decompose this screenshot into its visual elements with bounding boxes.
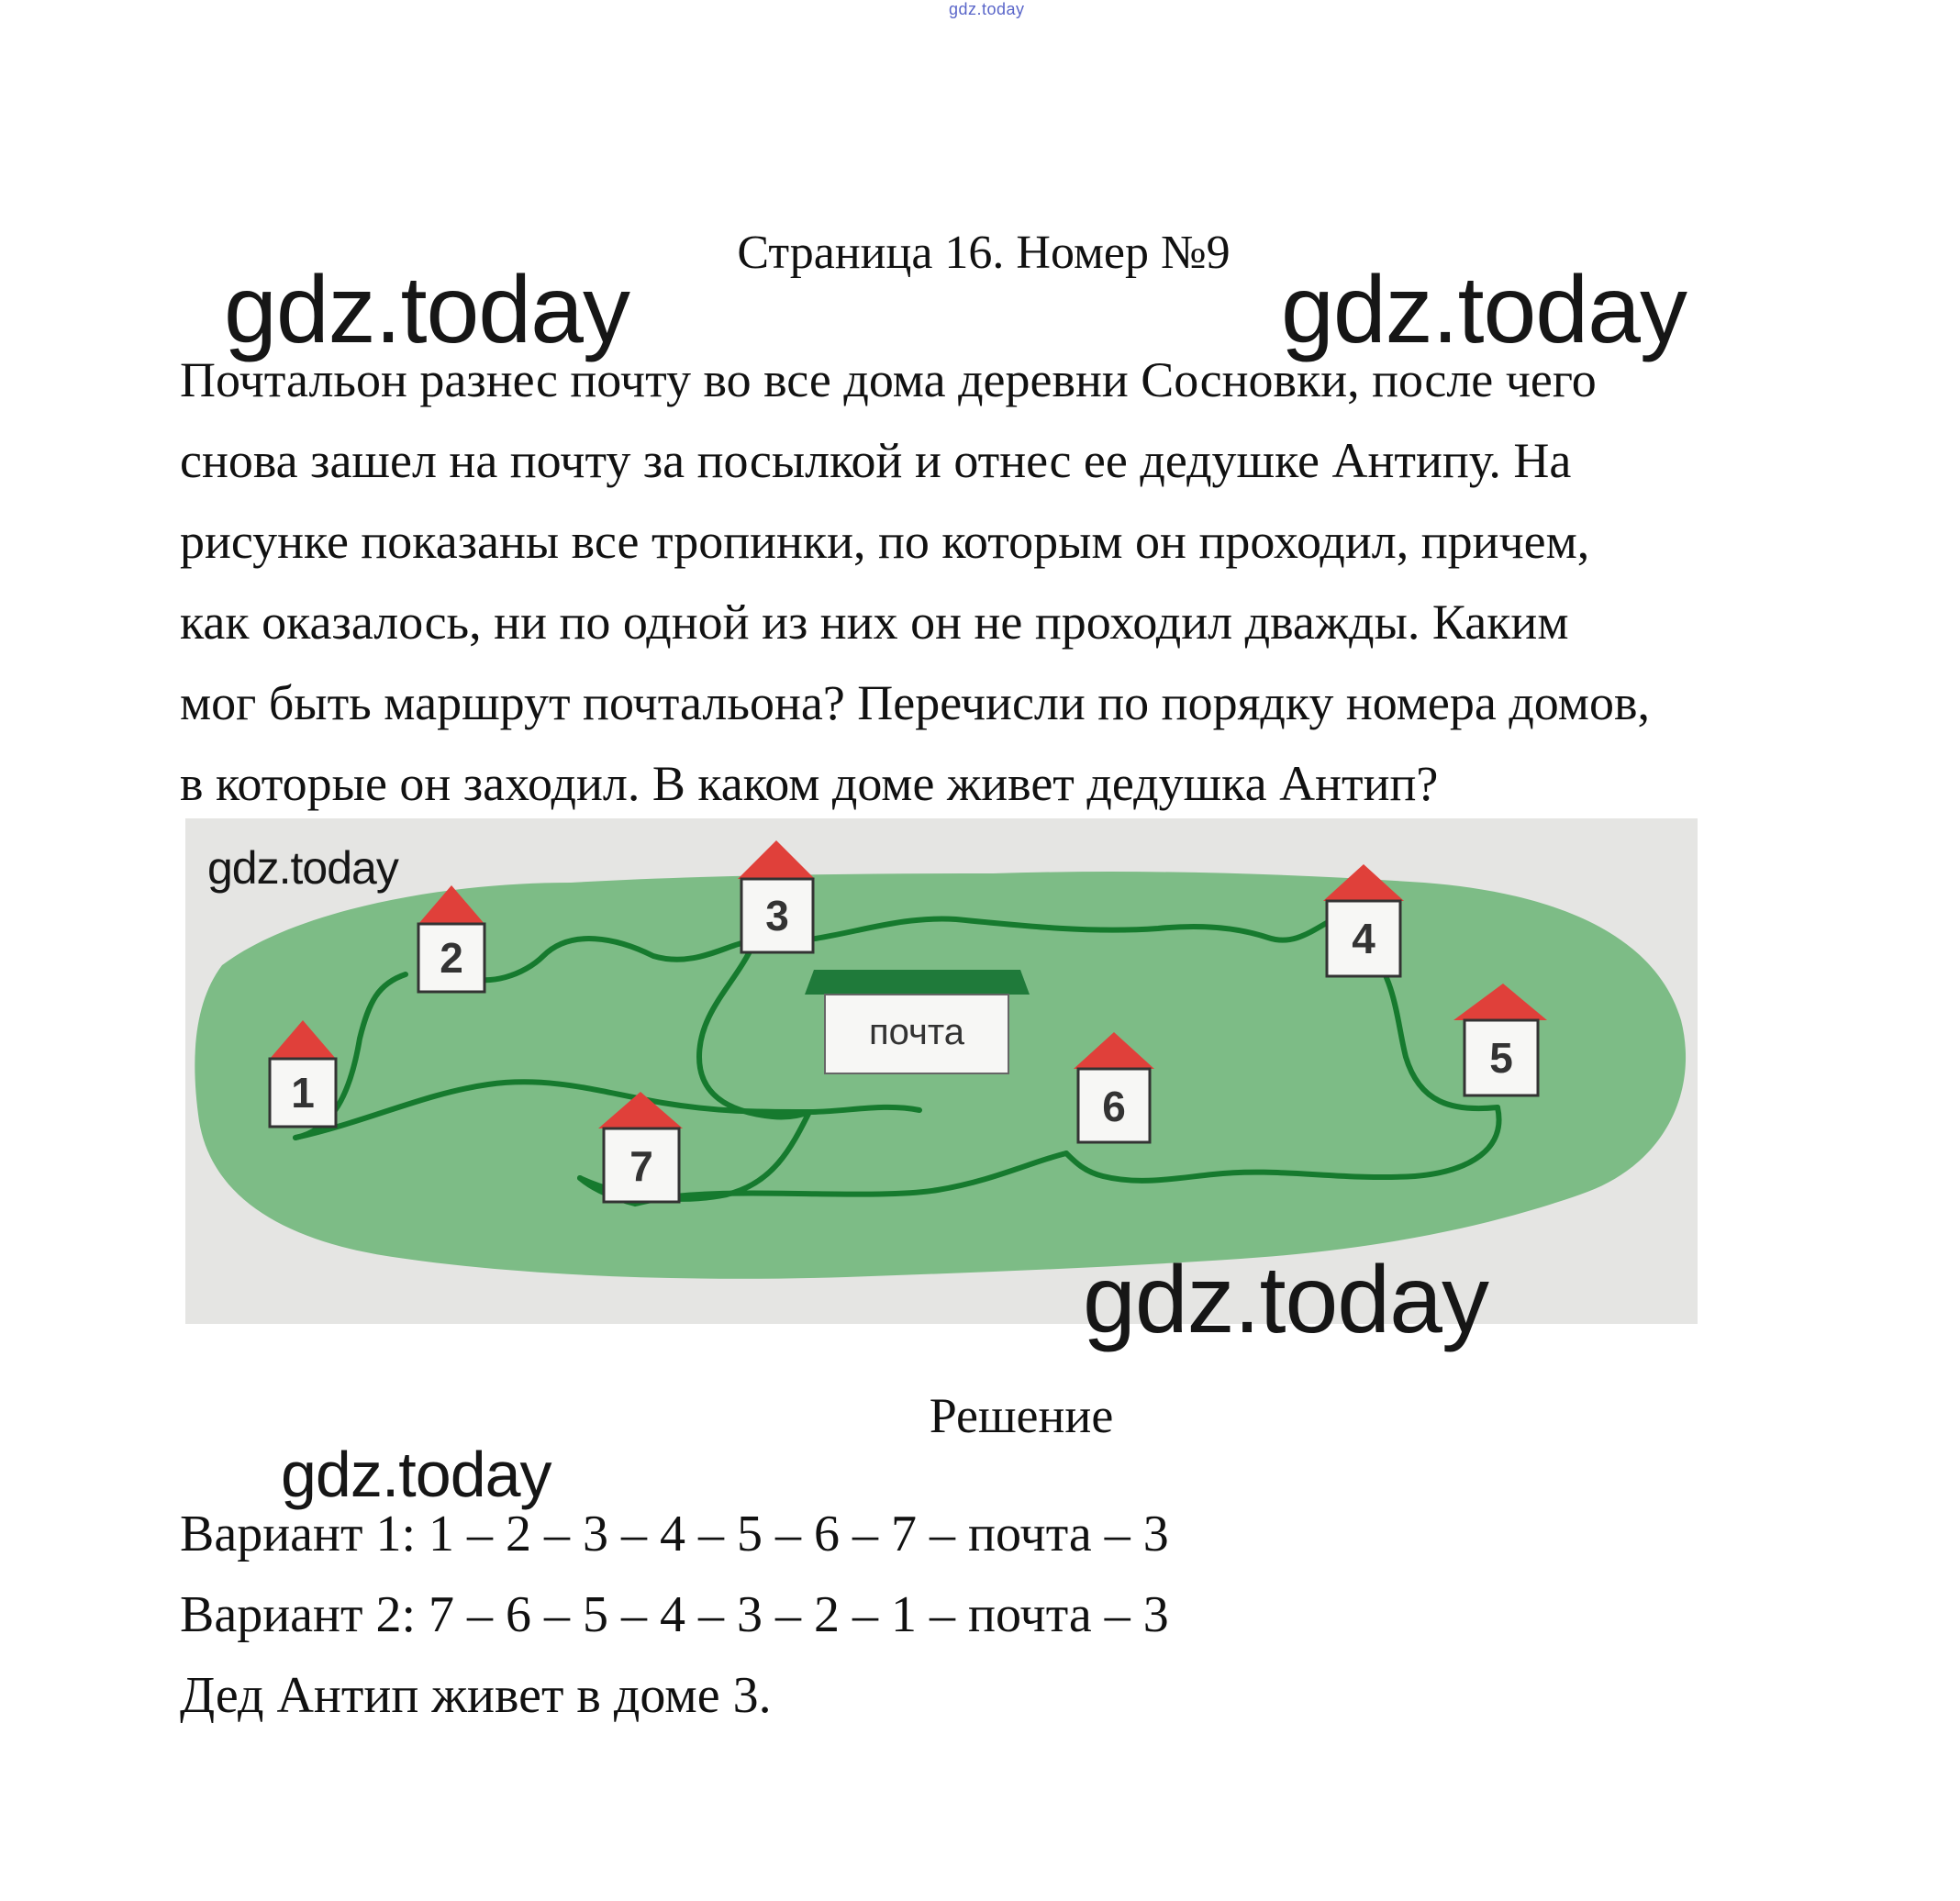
watermark: gdz.today [207, 842, 398, 894]
house-number: 3 [765, 892, 789, 939]
house-number: 2 [440, 934, 463, 982]
problem-line: рисунке показаны все тропинки, по которым он проходил, причем, [180, 514, 1590, 569]
house-number: 4 [1352, 915, 1375, 962]
answer-variant-1: Вариант 1: 1 – 2 – 3 – 4 – 5 – 6 – 7 – почта – 3 [180, 1506, 1169, 1562]
house-number: 5 [1489, 1034, 1513, 1082]
problem-line: как оказалось, ни по одной из них он не проходил дважды. Каким [180, 595, 1569, 650]
solution-answers [180, 1494, 1169, 1736]
answer-conclusion: Дед Антип живет в доме 3. [180, 1667, 772, 1724]
post-office [805, 970, 1030, 1073]
house-number: 1 [291, 1069, 315, 1117]
problem-line: Почтальон разнес почту во все дома деревни Сосновки, после чего [180, 352, 1597, 407]
watermark: gdz.today [1281, 257, 1687, 363]
answer-variant-2: Вариант 2: 7 – 6 – 5 – 4 – 3 – 2 – 1 – почта – 3 [180, 1586, 1169, 1643]
problem-line: снова зашел на почту за посылкой и отнес ее дедушке Антипу. На [180, 433, 1572, 488]
solution-heading: Решение [929, 1388, 1114, 1443]
problem-line: мог быть маршрут почтальона? Перечисли по порядку номера домов, [180, 675, 1650, 730]
house-number: 6 [1102, 1083, 1126, 1130]
post-office-label: почта [869, 1012, 964, 1052]
site-mark: gdz.today [949, 0, 1025, 18]
watermark: gdz.today [1083, 1247, 1488, 1353]
post-office-roof [805, 970, 1030, 995]
house-number: 7 [629, 1142, 653, 1190]
watermark: gdz.today [224, 257, 629, 363]
page-title: Страница 16. Номер №9 [737, 227, 1231, 279]
watermark: gdz.today [281, 1439, 551, 1510]
house-roof [738, 840, 815, 879]
problem-text [180, 339, 1841, 824]
problem-line: в которые он заходил. В каком доме живет дедушка Антип? [180, 756, 1439, 811]
house-3 [738, 840, 815, 952]
